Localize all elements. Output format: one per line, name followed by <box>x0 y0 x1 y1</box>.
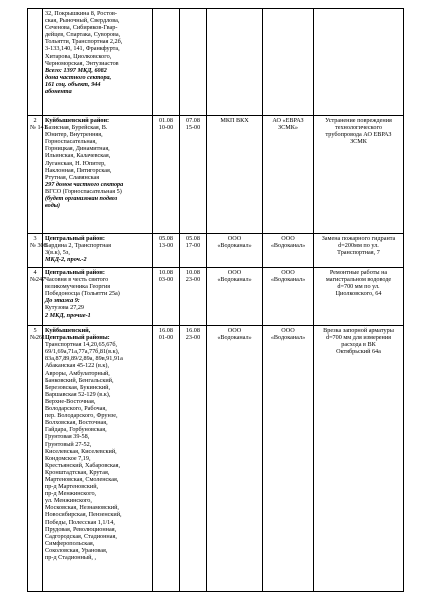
address-line: пр-д Менжинского, <box>45 490 97 498</box>
address-line: Всего: 1397 МКД, 6082 <box>45 66 107 74</box>
row-number-cell <box>28 268 46 326</box>
address-line: ВГСО (Горноспасательная 5) <box>45 187 122 195</box>
address-line: Грунтовая 39-58, <box>45 433 90 441</box>
owner-cell <box>263 234 314 268</box>
reason-line: Врезка запорной арматуры <box>323 327 394 334</box>
reason-cell <box>314 9 404 116</box>
address-line: Тольятти, Транспортная 2,2б, <box>45 38 123 46</box>
address-line: Абаканская 45-122 (в.к), <box>45 362 110 370</box>
row-number: №261 <box>30 334 46 342</box>
owner-cell <box>263 116 314 234</box>
reason-line: Замена пожарного гидранта <box>321 235 396 242</box>
address-line: 69/1,69а,71а,77а,77б,81(в.к), <box>45 348 120 356</box>
end-time: 17-00 <box>185 242 201 250</box>
end-time: 23-00 <box>185 276 201 284</box>
address-line: ул. Менжинского, <box>45 497 92 505</box>
address-line: Луганская, Н. Юпитер, <box>45 159 106 167</box>
row-number: 4 <box>33 269 37 276</box>
row-number-cell <box>28 234 47 268</box>
address-line: Гайдара, Горбуновская, <box>45 426 107 434</box>
owner-name: «Водоканал» <box>270 242 306 250</box>
address-line: (будет организован подвоз <box>45 195 118 203</box>
address-line: Сеченова, Сибиряков-Гвар- <box>45 24 118 32</box>
start-time: 16.08 <box>159 327 173 334</box>
address-line: Варшавская 52-129 (в.к), <box>45 390 111 398</box>
end-time-cell <box>180 9 207 116</box>
reason-line: расхода в ВК <box>341 341 376 349</box>
reason-line: d=700 мм по ул. <box>337 283 380 291</box>
address-line: Ильинская, Калачевская, <box>45 152 111 160</box>
address-line: Кондомское 7,19, <box>45 454 91 462</box>
owner-name: «Водоканал» <box>270 276 306 284</box>
start-time-cell <box>153 234 180 268</box>
owner-cell <box>263 326 314 592</box>
organization-cell <box>207 234 263 268</box>
address-line: Победы, Полесская 1,1/14, <box>45 518 115 526</box>
organization-cell <box>207 116 263 234</box>
owner-name: ООО <box>281 269 295 276</box>
row-number-cell <box>28 9 43 116</box>
reason-line: трубопровода АО ЕВРАЗ <box>325 131 392 139</box>
start-time-cell <box>153 268 180 326</box>
reason-line: магистральном водоводе <box>325 276 392 284</box>
address-line: 297 домов частного сектора <box>45 180 124 188</box>
table-body <box>28 9 404 592</box>
address-line: Волховская, Восточная, <box>45 419 108 427</box>
address-cell <box>43 234 153 268</box>
organization-name: МКП ВКХ <box>220 117 249 124</box>
reason-line: технологического <box>335 124 382 132</box>
row-number: 3 <box>33 235 37 242</box>
organization-name: «Водоканал» <box>217 242 252 250</box>
reason-cell <box>314 326 404 592</box>
address-line: Центральный районы: <box>45 334 110 342</box>
reason-line: Устранение повреждения <box>325 117 392 124</box>
address-line: пер. Володарского, Фрунзе, <box>45 412 118 420</box>
address-line: Киселевская, Киселевский, <box>45 447 117 455</box>
start-time: 01-00 <box>158 334 174 342</box>
address-line: абонента <box>45 88 72 96</box>
reason-cell <box>314 234 404 268</box>
start-time: 03-00 <box>158 276 174 284</box>
end-time: 23-00 <box>185 334 201 342</box>
end-time: 05.08 <box>186 235 200 242</box>
owner-cell <box>263 9 314 116</box>
owner-name: ООО <box>281 327 295 334</box>
address-line: Транспортная 14,20,65,67б, <box>45 341 118 349</box>
end-time-cell <box>180 326 207 592</box>
address-line: Победоносца (Тольятти 25а) <box>45 290 120 298</box>
address-line: дома частного сектора, <box>45 73 112 81</box>
address-line: Горницкая, Динамитная, <box>45 145 110 153</box>
address-line: Центральный район: <box>45 235 105 242</box>
address-line: Юнитер, Внутренняя, <box>45 131 103 139</box>
end-time-cell <box>180 268 207 326</box>
end-time: 10.08 <box>186 269 200 276</box>
address-line: Кутузова 27,29 <box>45 304 85 312</box>
address-line: Часовня в честь святого <box>45 276 109 284</box>
address-line: Горноспасательная, <box>45 138 97 146</box>
address-line: 161 соц. объект, 944 <box>45 80 101 88</box>
table-row <box>28 326 404 592</box>
row-number: 5 <box>33 327 37 334</box>
organization-name: ООО <box>227 269 242 276</box>
end-time-cell <box>180 116 207 234</box>
address-line: Центральный район: <box>45 269 105 276</box>
reason-line: d=700 мм для измерения <box>325 334 392 342</box>
end-time: 15-00 <box>185 124 201 132</box>
reason-line: Ремонтные работы на <box>329 269 388 276</box>
owner-name: ООО <box>281 235 295 242</box>
row-number: №247 <box>30 276 46 284</box>
address-line: пр-д Стадионный, , <box>45 554 97 561</box>
organization-name: ООО <box>227 235 242 242</box>
address-line: 83а,87,89,89/2,89а, 89в,91,91а <box>45 355 123 363</box>
end-time: 07.08 <box>186 117 200 124</box>
owner-cell <box>263 268 314 326</box>
address-line: Ртутная, Славянская <box>45 173 100 181</box>
address-cell <box>43 326 153 592</box>
organization-cell <box>207 326 263 592</box>
address-line: Прудовая, Революционная, <box>45 525 117 533</box>
address-line: Куйбышевский район: <box>45 117 110 124</box>
end-time-cell <box>180 234 207 268</box>
address-line: великомученика Георгия <box>45 283 111 291</box>
row-number: № 141 <box>30 124 47 132</box>
address-line: 3-133,140, 141, Франкфурта, <box>45 45 120 53</box>
start-time-cell <box>153 326 180 592</box>
address-line: Володарского, Рабочая, <box>45 405 107 413</box>
address-line: Авроры, Амбулаторный, <box>45 369 110 377</box>
address-line: Березовская, Букинский, <box>45 383 110 391</box>
table-row <box>28 9 404 116</box>
address-line: Крестьянский, Хабаровская, <box>45 461 120 469</box>
table-row <box>28 268 404 326</box>
reason-line: d=200мм по ул. <box>338 242 379 250</box>
table-row <box>28 234 404 268</box>
organization-name: ООО <box>227 327 242 334</box>
row-number: 2 <box>33 117 37 124</box>
end-time: 16.08 <box>186 327 200 334</box>
address-line: 2 МКД, прочие-1 <box>45 311 91 319</box>
start-time-cell <box>153 9 180 116</box>
address-line: 3(в.к), 5з, <box>45 249 70 257</box>
address-line: Мартеновская, Смоленская, <box>45 475 119 483</box>
row-number: № 308 <box>30 242 47 250</box>
start-time: 01.08 <box>159 117 173 124</box>
row-number-cell <box>28 326 46 592</box>
organization-name: «Водоканал» <box>217 334 252 342</box>
address-line: Кронштадтская, Крутая, <box>45 468 110 476</box>
address-line: Наклонная, Пятигорская, <box>45 166 112 174</box>
organization-cell <box>207 268 263 326</box>
address-line: МКД-2, проч.-2 <box>45 256 87 264</box>
address-line: Грунтовый 27-52, <box>45 440 92 448</box>
reason-cell <box>314 268 404 326</box>
address-cell <box>43 268 153 326</box>
owner-name: ЗСМК» <box>278 124 298 132</box>
reason-line: ЗСМК <box>350 138 367 146</box>
reason-cell <box>314 116 404 234</box>
reason-line: Циолковского, 64 <box>335 290 382 298</box>
address-line: ская, Рыночный, Свердлова, <box>45 17 120 25</box>
address-line: Новосибирская, Пензенский, <box>45 511 122 519</box>
table-row <box>28 116 404 234</box>
address-line: Верхне-Восточная, <box>45 397 96 405</box>
address-line: Бардина 2, Транспортная <box>45 242 112 250</box>
address-line: До этажа 9: <box>45 297 80 305</box>
address-line: Базисная, Бурейская, В. <box>45 124 108 132</box>
start-time: 05.08 <box>159 235 173 242</box>
outage-schedule-table <box>27 8 404 592</box>
start-time-cell <box>153 116 180 234</box>
address-line: Банковский, Бенгальский, <box>45 376 114 384</box>
start-time: 13-00 <box>158 242 174 250</box>
address-line: Соколовская, Урановая, <box>45 546 108 554</box>
organization-cell <box>207 9 263 116</box>
start-time: 10.08 <box>159 269 173 276</box>
start-time: 10-00 <box>158 124 174 132</box>
address-cell <box>43 116 153 234</box>
address-line: Куйбышевский, <box>45 327 91 334</box>
address-line: 32, Покрышкина 8, Ростов- <box>45 10 117 17</box>
address-line: дейцев, Спартака, Суворова, <box>45 31 121 39</box>
organization-name: «Водоканал» <box>217 276 252 284</box>
address-line: Черноморская, Энтузиастов <box>45 59 119 67</box>
owner-name: АО «ЕВРАЗ <box>272 117 304 124</box>
address-line: Симферопольская, <box>45 539 95 547</box>
address-line: пр-д Мартеновский, <box>45 483 99 491</box>
owner-name: «Водоканал» <box>270 334 306 342</box>
address-line: Хитарова, Циолковского, <box>45 52 112 60</box>
address-line: Садгородская, Стадионная, <box>45 532 117 540</box>
reason-line: Октябрьский 64а <box>336 348 381 356</box>
address-line: Московская, Незнамовский, <box>45 504 119 512</box>
address-line: воды) <box>45 202 61 210</box>
row-number-cell <box>28 116 47 234</box>
reason-line: Транспортная, 7 <box>337 249 380 257</box>
address-cell <box>43 9 153 116</box>
